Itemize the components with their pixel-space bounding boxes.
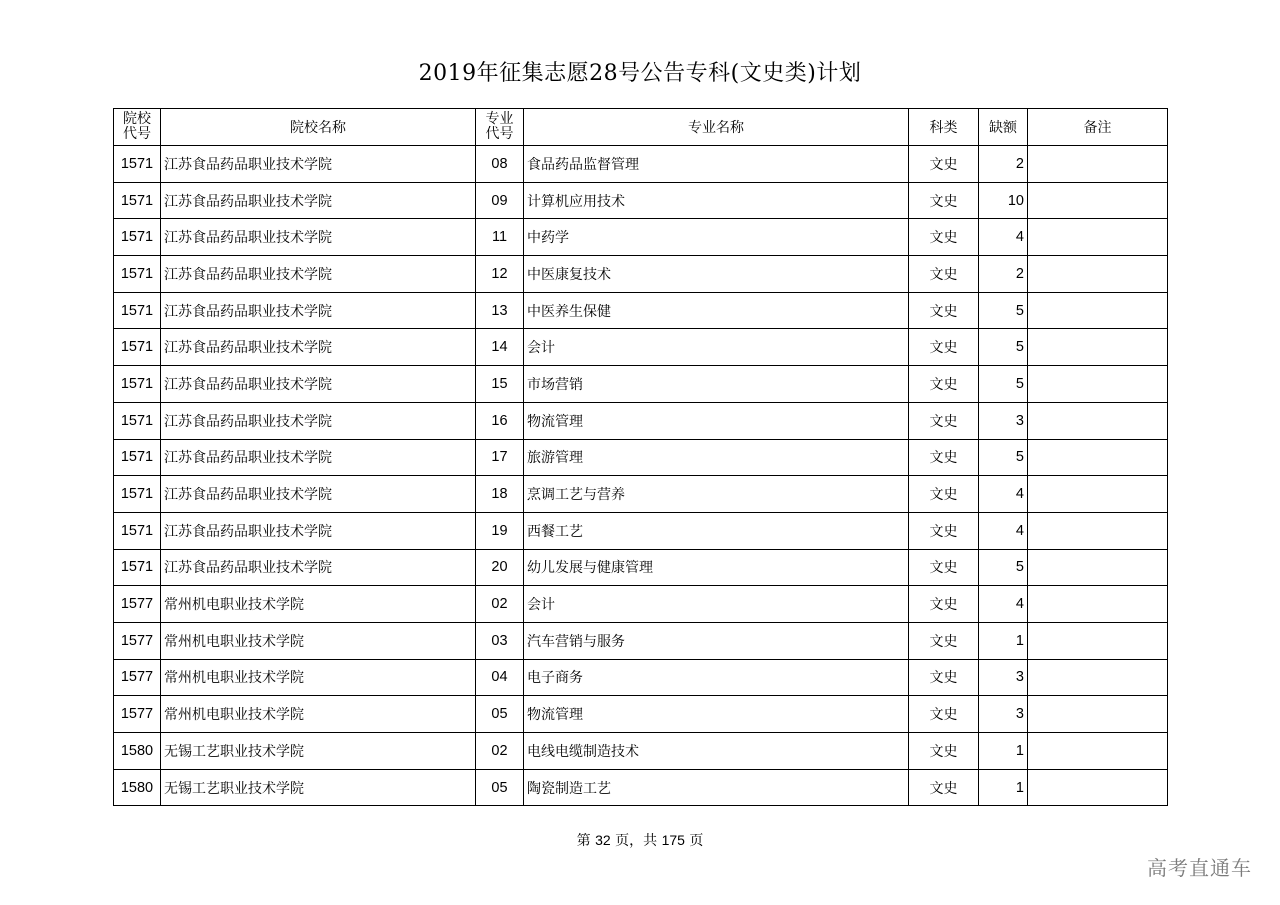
cell-notes	[1028, 439, 1168, 476]
header-major-name: 专业名称	[524, 109, 909, 146]
cell-notes	[1028, 329, 1168, 366]
cell-school-name: 江苏食品药品职业技术学院	[161, 256, 476, 293]
cell-notes	[1028, 366, 1168, 403]
cell-school-name: 江苏食品药品职业技术学院	[161, 182, 476, 219]
cell-vacancies: 3	[979, 659, 1028, 696]
cell-vacancies: 5	[979, 439, 1028, 476]
cell-major-code: 17	[476, 439, 524, 476]
cell-major-code: 03	[476, 622, 524, 659]
cell-category: 文史	[909, 586, 979, 623]
cell-vacancies: 4	[979, 219, 1028, 256]
table-header	[114, 109, 1168, 146]
cell-notes	[1028, 512, 1168, 549]
cell-category: 文史	[909, 476, 979, 513]
cell-major-name: 汽车营销与服务	[524, 622, 909, 659]
cell-category: 文史	[909, 146, 979, 183]
cell-vacancies: 4	[979, 586, 1028, 623]
cell-vacancies: 2	[979, 146, 1028, 183]
cell-vacancies: 2	[979, 256, 1028, 293]
document-title: 2019年征集志愿28号公告专科(文史类)计划	[418, 61, 862, 86]
cell-school-name: 江苏食品药品职业技术学院	[161, 402, 476, 439]
cell-vacancies: 10	[979, 182, 1028, 219]
cell-major-code: 15	[476, 366, 524, 403]
cell-vacancies: 5	[979, 549, 1028, 586]
cell-major-code: 13	[476, 292, 524, 329]
cell-major-name: 会计	[524, 329, 909, 366]
cell-major-name: 幼儿发展与健康管理	[524, 549, 909, 586]
cell-notes	[1028, 219, 1168, 256]
cell-notes	[1028, 659, 1168, 696]
cell-major-name: 西餐工艺	[524, 512, 909, 549]
cell-school-name: 江苏食品药品职业技术学院	[161, 366, 476, 403]
cell-school-code: 1571	[114, 182, 161, 219]
cell-notes	[1028, 146, 1168, 183]
cell-major-code: 05	[476, 696, 524, 733]
table-row	[114, 439, 1168, 476]
cell-major-name: 陶瓷制造工艺	[524, 769, 909, 806]
cell-category: 文史	[909, 769, 979, 806]
cell-major-code: 05	[476, 769, 524, 806]
header-school-code-line1: 院校	[123, 111, 151, 127]
cell-category: 文史	[909, 329, 979, 366]
cell-school-name: 无锡工艺职业技术学院	[161, 769, 476, 806]
table-row	[114, 146, 1168, 183]
cell-school-code: 1571	[114, 439, 161, 476]
table-row	[114, 733, 1168, 770]
cell-school-code: 1571	[114, 146, 161, 183]
cell-notes	[1028, 549, 1168, 586]
cell-school-code: 1571	[114, 512, 161, 549]
cell-notes	[1028, 292, 1168, 329]
cell-category: 文史	[909, 549, 979, 586]
cell-school-name: 江苏食品药品职业技术学院	[161, 512, 476, 549]
cell-school-code: 1571	[114, 402, 161, 439]
page-footer	[0, 830, 1280, 850]
header-school-code-line2: 代号	[123, 126, 151, 142]
cell-vacancies: 3	[979, 696, 1028, 733]
cell-category: 文史	[909, 622, 979, 659]
cell-major-name: 计算机应用技术	[524, 182, 909, 219]
cell-category: 文史	[909, 292, 979, 329]
header-notes: 备注	[1028, 109, 1168, 146]
footer-suffix: 页	[689, 833, 704, 849]
cell-notes	[1028, 182, 1168, 219]
cell-major-name: 中药学	[524, 219, 909, 256]
cell-vacancies: 3	[979, 402, 1028, 439]
cell-school-code: 1577	[114, 659, 161, 696]
cell-school-code: 1577	[114, 622, 161, 659]
cell-school-name: 常州机电职业技术学院	[161, 586, 476, 623]
cell-major-code: 09	[476, 182, 524, 219]
header-major-code	[476, 109, 524, 146]
cell-notes	[1028, 402, 1168, 439]
cell-notes	[1028, 476, 1168, 513]
cell-school-code: 1571	[114, 219, 161, 256]
cell-vacancies: 4	[979, 476, 1028, 513]
cell-major-code: 02	[476, 733, 524, 770]
cell-school-code: 1580	[114, 733, 161, 770]
cell-vacancies: 4	[979, 512, 1028, 549]
cell-school-code: 1571	[114, 366, 161, 403]
cell-school-name: 无锡工艺职业技术学院	[161, 733, 476, 770]
table-row	[114, 659, 1168, 696]
cell-school-code: 1571	[114, 329, 161, 366]
cell-major-code: 19	[476, 512, 524, 549]
cell-category: 文史	[909, 402, 979, 439]
footer-total-pages: 175	[661, 832, 685, 848]
table-row	[114, 512, 1168, 549]
table-row	[114, 769, 1168, 806]
cell-major-name: 旅游管理	[524, 439, 909, 476]
cell-major-code: 14	[476, 329, 524, 366]
cell-school-code: 1571	[114, 549, 161, 586]
cell-school-code: 1571	[114, 292, 161, 329]
header-category: 科类	[909, 109, 979, 146]
cell-vacancies: 5	[979, 292, 1028, 329]
cell-notes	[1028, 769, 1168, 806]
cell-school-code: 1571	[114, 476, 161, 513]
footer-middle: 页，共	[615, 833, 658, 849]
cell-major-name: 食品药品监督管理	[524, 146, 909, 183]
cell-school-name: 常州机电职业技术学院	[161, 696, 476, 733]
cell-vacancies: 5	[979, 366, 1028, 403]
cell-major-name: 中医康复技术	[524, 256, 909, 293]
cell-school-code: 1580	[114, 769, 161, 806]
cell-vacancies: 1	[979, 733, 1028, 770]
table-body	[114, 146, 1168, 806]
cell-school-name: 江苏食品药品职业技术学院	[161, 219, 476, 256]
cell-school-code: 1577	[114, 586, 161, 623]
cell-notes	[1028, 256, 1168, 293]
cell-category: 文史	[909, 512, 979, 549]
cell-major-name: 物流管理	[524, 402, 909, 439]
cell-major-code: 11	[476, 219, 524, 256]
header-school-name: 院校名称	[161, 109, 476, 146]
watermark: 高考直通车	[1147, 856, 1252, 880]
table-row	[114, 366, 1168, 403]
table-row	[114, 292, 1168, 329]
table-row	[114, 586, 1168, 623]
cell-category: 文史	[909, 659, 979, 696]
cell-school-name: 常州机电职业技术学院	[161, 659, 476, 696]
table-row	[114, 182, 1168, 219]
table-row	[114, 549, 1168, 586]
table-row	[114, 476, 1168, 513]
table-row	[114, 622, 1168, 659]
cell-school-name: 常州机电职业技术学院	[161, 622, 476, 659]
cell-major-code: 20	[476, 549, 524, 586]
cell-major-code: 12	[476, 256, 524, 293]
cell-school-name: 江苏食品药品职业技术学院	[161, 292, 476, 329]
cell-major-name: 电线电缆制造技术	[524, 733, 909, 770]
cell-notes	[1028, 622, 1168, 659]
admission-plan-table	[113, 108, 1168, 806]
cell-category: 文史	[909, 733, 979, 770]
cell-school-name: 江苏食品药品职业技术学院	[161, 476, 476, 513]
cell-major-name: 会计	[524, 586, 909, 623]
cell-major-code: 18	[476, 476, 524, 513]
cell-major-code: 02	[476, 586, 524, 623]
cell-category: 文史	[909, 439, 979, 476]
cell-school-code: 1571	[114, 256, 161, 293]
header-major-code-line2: 代号	[485, 126, 514, 142]
cell-school-code: 1577	[114, 696, 161, 733]
cell-category: 文史	[909, 696, 979, 733]
footer-prefix: 第	[576, 833, 591, 849]
cell-major-name: 中医养生保健	[524, 292, 909, 329]
cell-major-code: 16	[476, 402, 524, 439]
cell-school-name: 江苏食品药品职业技术学院	[161, 146, 476, 183]
cell-category: 文史	[909, 182, 979, 219]
cell-vacancies: 1	[979, 622, 1028, 659]
cell-major-name: 电子商务	[524, 659, 909, 696]
cell-category: 文史	[909, 256, 979, 293]
cell-notes	[1028, 733, 1168, 770]
cell-category: 文史	[909, 219, 979, 256]
header-major-code-line1: 专业	[485, 111, 514, 127]
table-row	[114, 329, 1168, 366]
cell-school-name: 江苏食品药品职业技术学院	[161, 549, 476, 586]
table-row	[114, 256, 1168, 293]
cell-school-name: 江苏食品药品职业技术学院	[161, 439, 476, 476]
cell-school-name: 江苏食品药品职业技术学院	[161, 329, 476, 366]
cell-vacancies: 1	[979, 769, 1028, 806]
cell-vacancies: 5	[979, 329, 1028, 366]
cell-major-name: 物流管理	[524, 696, 909, 733]
header-vacancies: 缺额	[979, 109, 1028, 146]
cell-major-code: 08	[476, 146, 524, 183]
footer-page-number: 32	[595, 832, 611, 848]
cell-notes	[1028, 696, 1168, 733]
cell-notes	[1028, 586, 1168, 623]
header-school-code	[114, 109, 161, 146]
cell-category: 文史	[909, 366, 979, 403]
table-row	[114, 696, 1168, 733]
table-row	[114, 219, 1168, 256]
table-row	[114, 402, 1168, 439]
cell-major-code: 04	[476, 659, 524, 696]
cell-major-name: 烹调工艺与营养	[524, 476, 909, 513]
cell-major-name: 市场营销	[524, 366, 909, 403]
